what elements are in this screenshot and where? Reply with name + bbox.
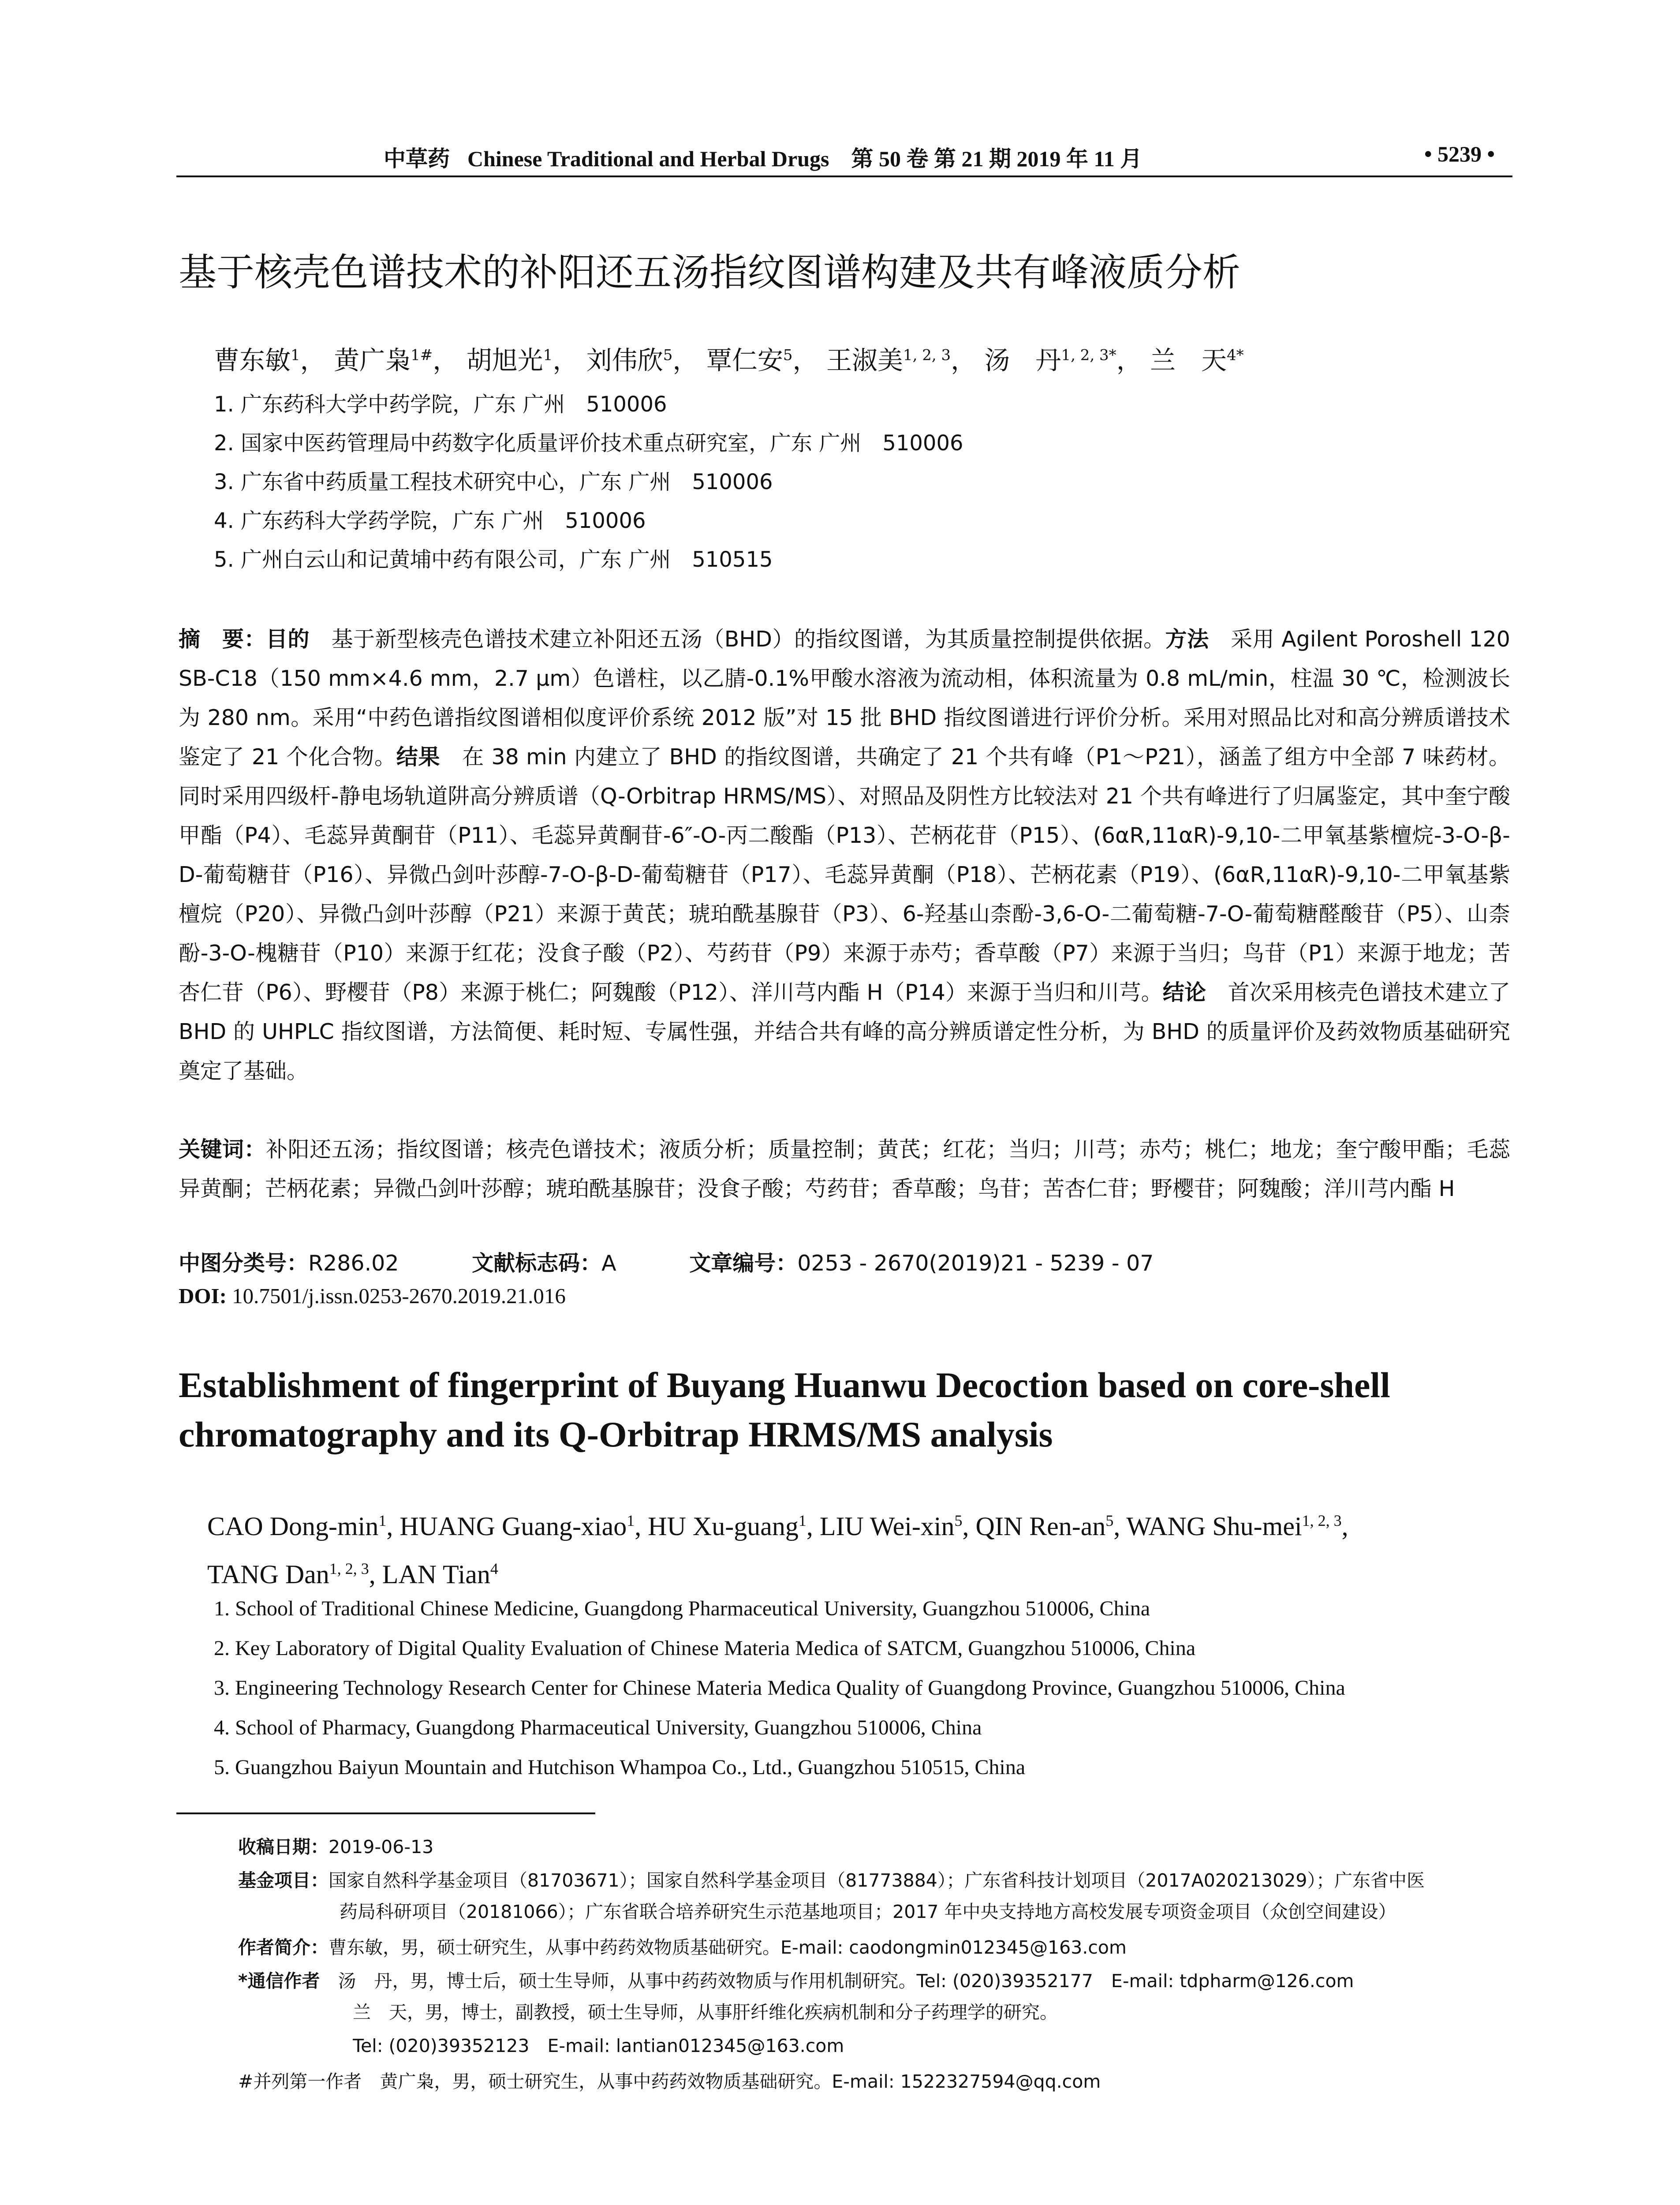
author-affil-mark: 1# <box>411 346 433 364</box>
article-no-value: 0253 - 2670(2019)21 - 5239 - 07 <box>797 1251 1154 1276</box>
affiliation-cn-5: 5. 广州白云山和记黄埔中药有限公司，广东 广州 510515 <box>214 547 773 572</box>
author-name: QIN Ren-an <box>975 1512 1106 1541</box>
result-label: 结果 <box>396 744 441 770</box>
abstract-label: 摘 要： <box>179 627 266 652</box>
affiliation-en-2: 2. Key Laboratory of Digital Quality Evaluation of Chinese Materia Medica of SATCM, Guangzhou 510006, China <box>214 1637 1196 1660</box>
author-affil-mark: 5 <box>954 1512 963 1529</box>
doc-code-group <box>472 1251 616 1276</box>
affiliation-en-4: 4. School of Pharmacy, Guangdong Pharmaceutical University, Guangzhou 510006, China <box>214 1716 982 1739</box>
corresponding-text-1: 汤 丹，男，博士后，硕士生导师，从事中药药效物质与作用机制研究。Tel: (020)39352177 E-mail: tdpharm@126.com <box>320 1970 1354 1992</box>
keywords-text: 补阳还五汤；指纹图谱；核壳色谱技术；液质分析；质量控制；黄芪；红花；当归；川芎；赤芍；桃仁；地龙；奎宁酸甲酯；毛蕊异黄酮；芒柄花素；异微凸剑叶莎醇；琥珀酰基腺苷；没食子酸；芍药苷；香草酸；鸟苷；苦杏仁苷；野樱苷；阿魏酸；洋川芎内酯 H <box>179 1137 1510 1201</box>
author-name: 覃仁安 <box>706 345 783 375</box>
author-name: 黄广枭 <box>334 345 411 375</box>
running-header <box>176 140 1512 177</box>
doi-value[interactable]: 10.7501/j.issn.0253-2670.2019.21.016 <box>226 1284 566 1308</box>
author-name: TANG Dan <box>207 1560 329 1589</box>
clc-label: 中图分类号： <box>179 1251 309 1276</box>
fund-text-2: 药局科研项目（20181066）；广东省联合培养研究生示范基地项目；2017 年中央支持地方高校发展专项资金项目（众创空间建设） <box>340 1901 1396 1922</box>
author-affil-mark: 1, 2, 3 <box>329 1560 369 1577</box>
author-affil-mark: 4 <box>490 1560 498 1577</box>
author-bio-text: 曹东敏，男，硕士研究生，从事中药药效物质基础研究。E-mail: caodongmin012345@163.com <box>329 1937 1127 1958</box>
footnote-divider <box>176 1813 595 1814</box>
journal-header <box>384 141 1142 173</box>
doi-label: DOI: <box>179 1284 227 1308</box>
received-label: 收稿日期： <box>238 1836 329 1857</box>
footnote-received <box>238 1830 433 1864</box>
method-label: 方法 <box>1165 627 1209 652</box>
cofirst-text: 黄广枭，男，硕士研究生，从事中药药效物质基础研究。E-mail: 1522327594@qq.com <box>362 2071 1101 2092</box>
affiliation-cn-1: 1. 广东药科大学中药学院，广东 广州 510006 <box>214 392 667 417</box>
authors-english: CAO Dong-$\min^1$, HUANG Guang-xiao$^1$, HU Xu-guang$^1$, LIU Wei-xin$^5$, QIN Ren-$an^5$, WANG Shu-mei$^{1, 2, 3}$, TANG Dan$^{1, 2, 3}$, LAN Tian$^4$ <box>207 1512 1348 1589</box>
author-name: 刘伟欣 <box>586 345 663 375</box>
affiliation-cn-3: 3. 广东省中药质量工程技术研究中心，广东 广州 510006 <box>214 470 773 494</box>
conclusion-text: 首次采用核壳色谱技术建立了 BHD 的 UHPLC 指纹图谱，方法简便、耗时短、专属性强，并结合共有峰的高分辨质谱定性分析，为 BHD 的质量评价及药效物质基础研究奠定了基础。 <box>179 980 1510 1084</box>
corresponding-label: *通信作者 <box>238 1970 320 1992</box>
author-affil-mark: 1 <box>798 1512 806 1529</box>
title-chinese: 基于核壳色谱技术的补阳还五汤指纹图谱构建及共有峰液质分析 <box>179 250 1240 295</box>
author-name: 汤 丹 <box>984 345 1061 375</box>
keywords <box>179 1130 1510 1208</box>
author-affil-mark: 4* <box>1227 346 1244 364</box>
author-affil-mark: 1 <box>291 346 300 364</box>
method-text: 采用 Agilent Poroshell 120 SB-C18（150 mm×4.6 mm，2.7 μm）色谱柱，以乙腈-0.1%甲酸水溶液为流动相，体积流量为 0.8 mL/min，柱温 30 ℃，检测波长为 280 nm。采用“中药色谱指纹图谱相似度评价系统 2012 版”对 15 批 BHD 指纹图谱进行评价分析。采用对照品比对和高分辨质谱技术鉴定了 21 个化合物。 <box>179 627 1510 770</box>
cofirst-label: #并列第一作者 <box>238 2071 362 2092</box>
author-affil-mark: 1 <box>543 346 553 364</box>
author-bio-label: 作者简介： <box>238 1937 329 1958</box>
abstract <box>179 620 1510 1091</box>
footnote-fund <box>238 1864 1425 1897</box>
affiliation-en-5: 5. Guangzhou Baiyun Mountain and Hutchison Whampoa Co., Ltd., Guangzhou 510515, China <box>214 1756 1026 1779</box>
title-english: Establishment of fingerprint of Buyang Huanwu Decoction based on core-shell chromatography and its Q-Orbitrap HRMS/MS analysis <box>179 1365 1390 1454</box>
article-no-label: 文章编号： <box>689 1251 798 1276</box>
author-affil-mark: 1 <box>378 1512 387 1529</box>
affiliation-en-1: 1. School of Traditional Chinese Medicine, Guangdong Pharmaceutical University, Guangzhou 510006, China <box>214 1597 1150 1620</box>
journal-logo: 中草药 <box>384 146 450 172</box>
footnote-corresponding <box>238 1964 1354 1998</box>
doc-code-label: 文献标志码： <box>472 1251 602 1276</box>
doi-line <box>179 1283 566 1308</box>
author-affil-mark: 5 <box>1105 1512 1114 1529</box>
author-affil-mark: 5 <box>663 346 673 364</box>
authors-chinese: 曹东敏$^1$， 黄广枭$^{1\#}$， 胡旭光$^1$， 刘伟欣$^5$， 覃仁安$^5$， 王淑美$^{1, 2, 3}$， 汤 丹$^{1, 2, 3*}$， 兰 天$^{4*}$ <box>214 345 1244 375</box>
page-number: • 5239 • <box>1424 142 1495 166</box>
corresponding-text-2: 兰 天，男，博士，副教授，硕士生导师，从事肝纤维化疾病机制和分子药理学的研究。 <box>353 2002 1058 2023</box>
author-name: 胡旭光 <box>466 345 543 375</box>
received-date: 2019-06-13 <box>329 1836 434 1857</box>
objective-text: 基于新型核壳色谱技术建立补阳还五汤（BHD）的指纹图谱，为其质量控制提供依据。 <box>310 627 1165 652</box>
objective-label: 目的 <box>266 627 310 652</box>
corresponding-text-3: Tel: (020)39352123 E-mail: lantian012345@163.com <box>353 2035 844 2056</box>
author-affil-mark: 1, 2, 3* <box>1061 346 1116 364</box>
fund-label: 基金项目： <box>238 1870 329 1891</box>
author-affil-mark: 1, 2, 3 <box>903 346 951 364</box>
author-affil-mark: 5 <box>783 346 793 364</box>
clc-value: R286.02 <box>308 1251 399 1276</box>
clc-group <box>179 1251 399 1276</box>
doc-code-value: A <box>601 1251 616 1276</box>
author-name: 王淑美 <box>826 345 903 375</box>
author-name: 曹东敏 <box>214 345 291 375</box>
footnote-cofirst <box>238 2065 1101 2098</box>
conclusion-label: 结论 <box>1162 980 1206 1005</box>
author-name: LAN Tian <box>382 1560 490 1589</box>
author-name: HUANG Guang-xiao <box>399 1512 627 1541</box>
footnote-author <box>238 1931 1127 1964</box>
author-name: LIU Wei-xin <box>819 1512 955 1541</box>
fund-text-1: 国家自然科学基金项目（81703671）；国家自然科学基金项目（81773884）；广东省科技计划项目（2017A020213029）；广东省中医 <box>329 1870 1425 1891</box>
author-affil-mark: 1, 2, 3 <box>1302 1512 1342 1529</box>
affiliation-cn-2: 2. 国家中医药管理局中药数字化质量评价技术重点研究室，广东 广州 510006 <box>214 431 963 456</box>
result-text: 在 38 min 内建立了 BHD 的指纹图谱，共确定了 21 个共有峰（P1～P21），涵盖了组方中全部 7 味药材。同时采用四级杆-静电场轨道阱高分辨质谱（Q-Orbitrap HRMS/MS）、对照品及阴性方比较法对 21 个共有峰进行了归属鉴定，其中奎宁酸甲酯（P4）、毛蕊异黄酮苷（P11）、毛蕊异黄酮苷-6″-O-丙二酸酯（P13）、芒柄花苷（P15）、(6αR,11αR)-9,10-二甲氧基紫檀烷-3-O-β-D-葡萄糖苷（P16）、异微凸剑叶莎醇-7-O-β-D-葡萄糖苷（P17）、毛蕊异黄酮（P18）、芒柄花素（P19）、(6αR,11αR)-9,10-二甲氧基紫檀烷（P20）、异微凸剑叶莎醇（P21）来源于黄芪；琥珀酰基腺苷（P3）、6-羟基山柰酚-3,6-O-二葡萄糖-7-O-葡萄糖醛酸苷（P5）、山柰酚-3-O-槐糖苷（P10）来源于红花；没食子酸（P2）、芍药苷（P9）来源于赤芍；香草酸（P7）来源于当归；鸟苷（P1）来源于地龙；苦杏仁苷（P6）、野樱苷（P8）来源于桃仁；阿魏酸（P12）、洋川芎内酯 H（P14）来源于当归和川芎。 <box>179 744 1510 1005</box>
affiliation-cn-4: 4. 广东药科大学药学院，广东 广州 510006 <box>214 508 646 533</box>
classification-line <box>179 1246 1220 1277</box>
keywords-label: 关键词： <box>179 1137 266 1162</box>
affiliation-en-3: 3. Engineering Technology Research Center for Chinese Materia Medica Quality of Guangdong Province, Guangzhou 510006, China <box>214 1676 1345 1700</box>
article-no-group <box>689 1251 1154 1276</box>
author-name: HU Xu-guang <box>648 1512 799 1541</box>
author-affil-mark: 1 <box>627 1512 635 1529</box>
author-name: WANG Shu-mei <box>1126 1512 1302 1541</box>
journal-info: Chinese Traditional and Herbal Drugs 第 50 卷 第 21 期 2019 年 11 月 <box>467 146 1142 171</box>
author-name: CAO Dong-min <box>207 1512 379 1541</box>
author-name: 兰 天 <box>1150 345 1227 375</box>
